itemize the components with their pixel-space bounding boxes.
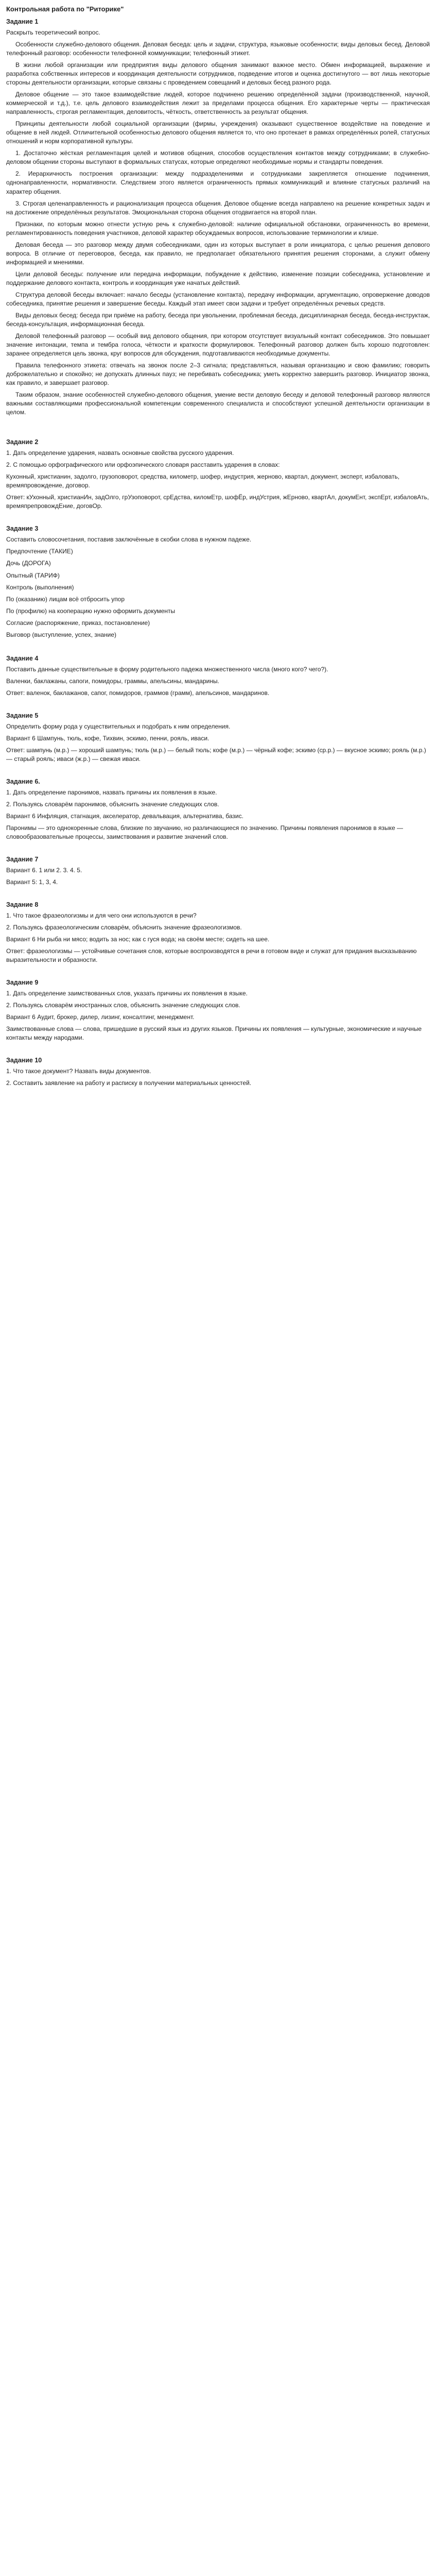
tasks-container bbox=[6, 18, 430, 1096]
task-header: Задание 4 bbox=[6, 654, 39, 662]
task-header: Задание 7 bbox=[6, 856, 39, 863]
task-words: Вариант 6 Инфляция, стагнация, акселератор, девальвация, альтернатива, базис. bbox=[6, 812, 243, 820]
task-paragraph: Структура деловой беседы включает: начало беседы (установление контакта), передачу информации, аргументацию, опровержение доводов собеседника, принятие решения и завершение беседы. Каждый этап имеет свои задачи и требует определённых речевых средств. bbox=[6, 291, 430, 307]
task-block bbox=[6, 901, 430, 972]
task-paragraph: Деловое общение — это такое взаимодействие людей, которое подчинено решению определённой задачи (производственной, научной, коммерческой и т.д.), т.е. цель делового взаимодействия лежит за пределами процесса общения. Его характерные черты — практическая направленность, строгая регламентация, деловитость, чёткость, ответственность за результат общения. bbox=[6, 91, 430, 116]
task-spacer bbox=[6, 700, 430, 705]
task-line: Контроль (выполнения) bbox=[6, 583, 74, 591]
task-item: 1. Дать определение заимствованных слов, указать причины их появления в языке. bbox=[6, 990, 248, 997]
task-paragraph: В жизни любой организации или предприятия виды делового общения занимают важное место. Обмен информацией, выражение и разработка собственных интересов и координация деятельности сотрудников, подведение итогов и оценка достигнутого — вот лишь некоторые стороны деятельности организации, которые связаны с проведением совещаний и деловых бесед разного рода. bbox=[6, 61, 430, 87]
task-header: Задание 5 bbox=[6, 711, 39, 719]
task-spacer bbox=[6, 513, 430, 518]
task-question: Определить форму рода у существительных и подобрать к ним определения. bbox=[6, 722, 231, 730]
task-spacer bbox=[6, 843, 430, 849]
task-block bbox=[6, 525, 430, 647]
task-spacer bbox=[6, 642, 430, 648]
task-line: Предпочтение (ТАКИЕ) bbox=[6, 548, 73, 555]
task-block bbox=[6, 18, 430, 431]
task-item: 2. Пользуясь словарём паронимов, объяснить значение следующих слов. bbox=[6, 800, 219, 808]
document-title: Контрольная работа по "Риторике" bbox=[6, 5, 124, 13]
task-words: Кухонный, христианин, задолго, грузоповорот, средства, километр, шофер, индустрия, жерново, квартал, документ, эксперт, избаловать, времяпровождение, договор. bbox=[6, 473, 400, 489]
task-block bbox=[6, 712, 430, 771]
document-page bbox=[0, 0, 436, 1124]
task-line: Выговор (выступление, успех, знание) bbox=[6, 631, 117, 638]
task-question: Составить словосочетания, поставив заключённые в скобки слова в нужном падеже. bbox=[6, 536, 252, 544]
task-spacer bbox=[6, 1044, 430, 1049]
task-item: 2. С помощью орфографического или орфоэпического словаря расставить ударения в словах: bbox=[6, 461, 280, 469]
task-spacer bbox=[6, 420, 430, 431]
task-line: По (оказанию) лицам всё отбросить упор bbox=[6, 595, 125, 603]
task-question: Поставить данные существительные в форму родительного падежа множественного числа (много кого? чего?). bbox=[6, 665, 328, 673]
task-spacer bbox=[6, 889, 430, 894]
task-block bbox=[6, 1057, 430, 1096]
task-paragraph: Таким образом, знание особенностей служебно-делового общения, умение вести деловую беседу и деловой телефонный разговор являются важными составляющими профессиональной компетенции современного специалиста и способствуют успешной деятельности организации в целом. bbox=[6, 391, 430, 416]
task-paragraph: Правила телефонного этикета: отвечать на звонок после 2–3 сигнала; представляться, называя организацию и свою фамилию; говорить доброжелательно и спокойно; не допускать длинных пауз; не перебивать собеседника; уметь корректно завершить разговор. Инициатор звонка, как правило, и завершает разговор. bbox=[6, 362, 430, 387]
task-header: Задание 1 bbox=[6, 18, 39, 25]
task-answer: Ответ: шампунь (м.р.) — хороший шампунь; тюль (м.р.) — белый тюль; кофе (м.р.) — чёрный кофе; эскимо (ср.р.) — вкусное эскимо; рояль (м.р.) — старый рояль; иваси (ж.р.) — свежая иваси. bbox=[6, 746, 426, 762]
task-paragraph: Виды деловых бесед: беседа при приёме на работу, беседа при увольнении, проблемная беседа, дисциплинарная беседа, беседа-инструктаж, беседа-консультация, информационная беседа. bbox=[6, 311, 430, 328]
task-spacer bbox=[6, 766, 430, 771]
task-paragraph: Особенности служебно-делового общения. Деловая беседа: цель и задачи, структура, языковые особенности; виды деловых бесед. Деловой телефонный разговор: особенности телефонной коммуникации; телефонный этикет. bbox=[6, 41, 430, 57]
task-answer: Заимствованные слова — слова, пришедшие в русский язык из других языков. Причины их появления — культурные, экономические и научные контакты между народами. bbox=[6, 1025, 422, 1042]
task-answer: Ответ: кУхонный, христианИн, задОлго, грУзоповорот, срЕдства, киломЕтр, шофЁр, индУстрия, жЕрново, квартАл, докумЕнт, экспЕрт, избаловАть, времяпрепровождЕние, договОр. bbox=[6, 494, 429, 510]
task-header: Задание 6. bbox=[6, 777, 40, 785]
task-paragraph: 2. Иерархичность построения организации: между подразделениями и сотрудниками закрепляется отношение подчинения, однонаправленности, нормативности. Следствием этого является ограниченность прямых коммуникаций и влияние статусных различий на характер общения. bbox=[6, 170, 430, 195]
task-header: Задание 8 bbox=[6, 901, 39, 909]
task-line: Опытный (ТАРИФ) bbox=[6, 571, 60, 579]
task-answer: Ответ: валенок, баклажанов, сапог, помидоров, граммов (грамм), апельсинов, мандаринов. bbox=[6, 689, 270, 697]
task-line: По (профилю) на кооперацию нужно оформить документы bbox=[6, 607, 176, 615]
task-paragraph: Деловая беседа — это разговор между двумя собеседниками, один из которых выступает в роли инициатора, с целью решения делового вопроса. В отличие от переговоров, беседа, как правило, не предполагает обязательного принятия решения сторонами, а служит обмену информацией и мнениями. bbox=[6, 241, 430, 266]
task-paragraph: Принципы деятельности любой социальной организации (фирмы, учреждения) оказывают существенное воздействие на поведение и общение в ней людей. Отличительной особенностью делового общения является то, что оно протекает в рамках определённых ролей, статусных отношений и норм корпоративной культуры. bbox=[6, 120, 430, 145]
task-line: Согласие (распоряжение, приказ, постановление) bbox=[6, 619, 150, 626]
task-item: 1. Что такое фразеологизмы и для чего они используются в речи? bbox=[6, 912, 197, 920]
task-answer: Вариант 5: 1, 3, 4. bbox=[6, 878, 58, 886]
task-block bbox=[6, 856, 430, 894]
task-answer: Ответ: фразеологизмы — устойчивые сочетания слов, которые воспроизводятся в речи в готовом виде и служат для придания высказыванию выразительности и образности. bbox=[6, 947, 417, 964]
task-item: 2. Составить заявление на работу и расписку в получении материальных ценностей. bbox=[6, 1079, 252, 1087]
task-words: Вариант 6 Ни рыба ни мясо; водить за нос; как с гуся вода; на своём месте; сидеть на шее. bbox=[6, 936, 270, 943]
task-header: Задание 3 bbox=[6, 525, 39, 533]
task-answer: Паронимы — это однокоренные слова, близкие по звучанию, но различающиеся по значению. Причины появления паронимов в языке — словообразовательные процессы, заимствования и развитие значений слов. bbox=[6, 824, 403, 841]
task-item: 1. Что такое документ? Назвать виды документов. bbox=[6, 1067, 151, 1075]
task-question: Вариант 6. 1 или 2. 3. 4. 5. bbox=[6, 867, 82, 874]
task-item: 1. Дать определение паронимов, назвать причины их появления в языке. bbox=[6, 788, 217, 796]
task-block bbox=[6, 778, 430, 849]
task-words: Вариант 6 Аудит, брокер, дилер, лизинг, консалтинг, менеджмент. bbox=[6, 1013, 195, 1021]
task-words: Вариант 6 Шампунь, тюль, кофе, Тихвин, эскимо, пенни, рояль, иваси. bbox=[6, 734, 210, 742]
task-paragraph: Признаки, по которым можно отнести устную речь к служебно-деловой: наличие официальной обстановки, ограниченность во времени, регламентированность поведения участников, деловой характер обсуждаемых вопросов, использование терминологии и клише. bbox=[6, 220, 430, 236]
task-header: Задание 10 bbox=[6, 1057, 42, 1064]
task-block bbox=[6, 979, 430, 1049]
task-words: Валенки, баклажаны, сапоги, помидоры, граммы, апельсины, мандарины. bbox=[6, 677, 219, 685]
task-spacer bbox=[6, 1091, 430, 1096]
task-paragraph: 1. Достаточно жёсткая регламентация целей и мотивов общения, способов осуществления контактов между сотрудниками; в служебно-деловом общении стороны выступают в формальных статусах, которые определяют необходимые нормы и стандарты поведения. bbox=[6, 149, 430, 166]
task-header: Задание 2 bbox=[6, 438, 39, 446]
task-paragraph: Деловой телефонный разговор — особый вид делового общения, при котором отсутствует визуальный контакт собеседников. Это повышает значение интонации, темпа и тембра голоса, чёткости и краткости формулировок. Телефонный разговор должен быть хорошо подготовлен: заранее определяется цель звонка, круг вопросов для обсуждения, подготавливаются необходимые документы. bbox=[6, 332, 430, 357]
task-block bbox=[6, 655, 430, 705]
task-item: 1. Дать определение ударения, назвать основные свойства русского ударения. bbox=[6, 449, 234, 457]
task-header: Задание 9 bbox=[6, 979, 39, 987]
task-spacer bbox=[6, 967, 430, 972]
task-paragraph: 3. Строгая целенаправленность и рационализация процесса общения. Деловое общение всегда направлено на решение конкретных задач и на достижение определённых результатов. Эмоциональная сторона общения отодвигается на второй план. bbox=[6, 199, 430, 216]
task-line: Дочь (ДОРОГА) bbox=[6, 560, 51, 567]
task-item: 2. Пользуясь словарём иностранных слов, объяснить значение следующих слов. bbox=[6, 1002, 240, 1009]
task-item: 2. Пользуясь фразеологическим словарём, объяснить значение фразеологизмов. bbox=[6, 924, 242, 931]
task-paragraph: Цели деловой беседы: получение или передача информации, побуждение к действию, изменение позиции собеседника, установление и поддержание делового контакта, контроль и координация уже начатых действий. bbox=[6, 270, 430, 286]
task-question: Раскрыть теоретический вопрос. bbox=[6, 29, 100, 36]
task-block bbox=[6, 438, 430, 518]
